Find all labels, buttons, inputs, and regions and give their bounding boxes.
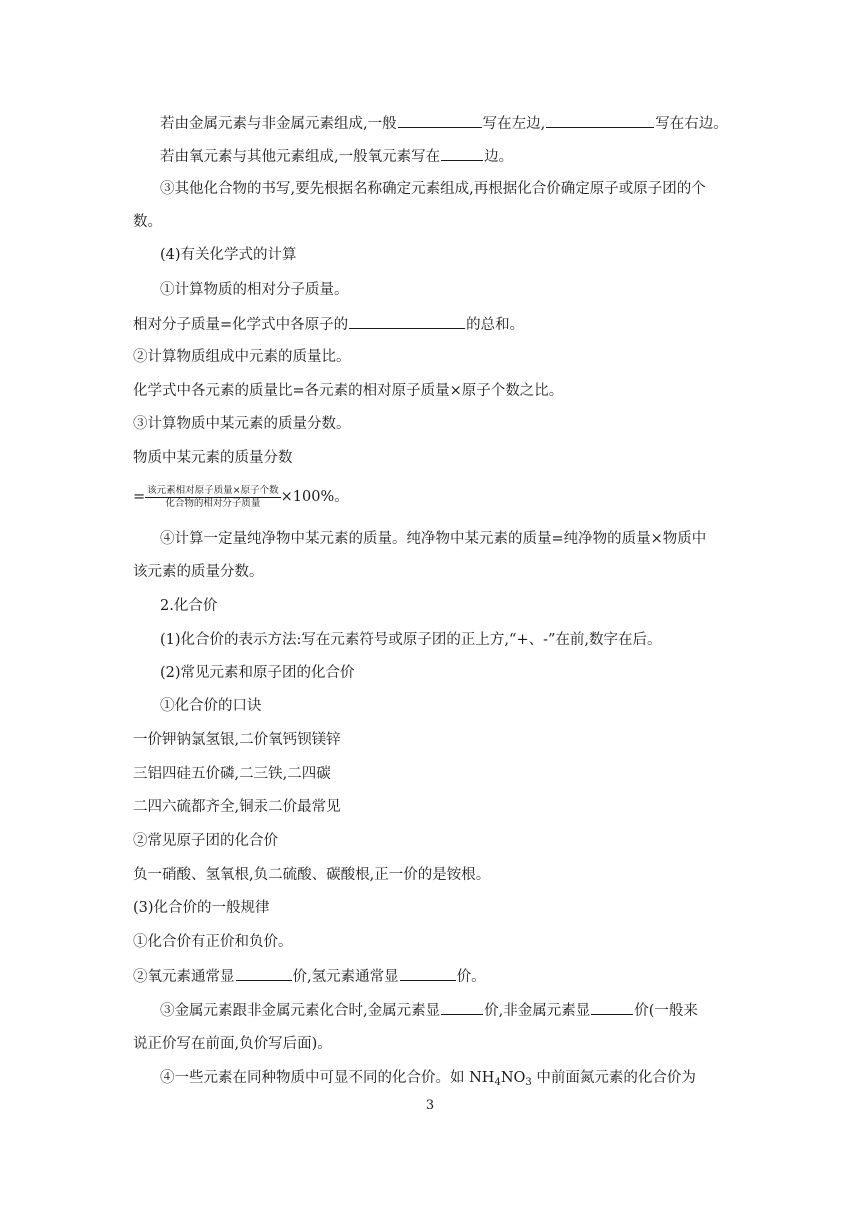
subscript: 3	[525, 1077, 532, 1088]
fill-blank[interactable]	[546, 113, 654, 128]
text-line: 一价钾钠氯氢银,二价氧钙钡镁锌	[133, 732, 341, 748]
text: 边。	[484, 149, 514, 165]
fill-blank[interactable]	[349, 314, 465, 329]
text: 的总和。	[466, 317, 525, 333]
text: 相对分子质量=化学式中各原子的	[133, 317, 349, 333]
text-line	[133, 314, 743, 335]
text-line: (3)化合价的一般规律	[133, 900, 270, 916]
text-line	[160, 146, 770, 167]
text: 若由金属元素与非金属元素组成,一般	[160, 116, 397, 132]
fill-blank[interactable]	[236, 966, 292, 981]
text: 价(一般来	[634, 1003, 698, 1019]
fill-blank[interactable]	[398, 113, 482, 128]
text-line: 说正价写在前面,负价写后面)。	[133, 1036, 332, 1052]
section-heading: 2.化合价	[160, 598, 218, 614]
equals-sign: =	[133, 489, 146, 505]
fill-blank[interactable]	[441, 1000, 483, 1015]
text-line	[160, 1068, 770, 1088]
text-line: ②常见原子团的化合价	[133, 833, 278, 849]
text-line: ④计算一定量纯净物中某元素的质量。纯净物中某元素的质量=纯净物的质量×物质中	[160, 531, 707, 547]
text-line: ③其他化合物的书写,要先根据名称确定元素组成,再根据化合价确定原子或原子团的个	[160, 181, 706, 197]
text: 写在右边。	[655, 116, 728, 132]
fill-blank[interactable]	[591, 1000, 633, 1015]
text: ②氧元素通常显	[133, 969, 235, 985]
text-line: 化学式中各元素的质量比=各元素的相对原子质量×原子个数之比。	[133, 383, 564, 399]
page-number: 3	[425, 1098, 435, 1113]
text-line: ①计算物质的相对分子质量。	[160, 282, 349, 298]
text: NO	[500, 1070, 526, 1086]
text-line: 负一硝酸、氢氧根,负二硫酸、碳酸根,正一价的是铵根。	[133, 867, 491, 883]
text: 中前面氮元素的化合价为	[531, 1070, 696, 1086]
fill-blank[interactable]	[400, 966, 456, 981]
text-line: 三铝四硅五价磷,二三铁,二四碳	[133, 766, 331, 782]
text-line: 该元素的质量分数。	[133, 564, 264, 580]
text-line	[133, 966, 743, 987]
subscript: 4	[494, 1077, 501, 1088]
text-line: (2)常见元素和原子团的化合价	[160, 665, 355, 681]
text-line: ②计算物质组成中元素的质量比。	[133, 349, 351, 365]
text: 价,非金属元素显	[484, 1003, 591, 1019]
text: 价。	[456, 969, 486, 985]
section-heading: (4)有关化学式的计算	[160, 247, 297, 263]
text-line: (1)化合价的表示方法:写在元素符号或原子团的正上方,“+、-”在前,数字在后。	[160, 632, 662, 648]
text-line: ③计算物质中某元素的质量分数。	[133, 416, 351, 432]
fraction-numerator: 该元素相对原子质量×原子个数	[147, 484, 279, 496]
text-line	[160, 1000, 770, 1021]
fraction	[145, 485, 280, 510]
text-line: ①化合价有正价和负价。	[133, 934, 293, 950]
text-line: 数。	[133, 214, 162, 230]
text-line: 物质中某元素的质量分数	[133, 450, 293, 466]
formula-line	[133, 484, 743, 510]
text: 价,氢元素通常显	[292, 969, 399, 985]
text: ④一些元素在同种物质中可显不同的化合价。如 NH	[160, 1070, 495, 1086]
text: ×100%。	[280, 489, 349, 505]
fraction-denominator: 化合物的相对分子质量	[165, 497, 261, 509]
text: 写在左边,	[482, 116, 546, 132]
fill-blank[interactable]	[441, 146, 483, 161]
text-line: 二四六硫都齐全,铜汞二价最常见	[133, 799, 341, 815]
text: 若由氧元素与其他元素组成,一般氧元素写在	[160, 149, 441, 165]
text-line	[160, 113, 770, 134]
text-line: ①化合价的口诀	[160, 698, 262, 714]
text: ③金属元素跟非金属元素化合时,金属元素显	[160, 1003, 441, 1019]
